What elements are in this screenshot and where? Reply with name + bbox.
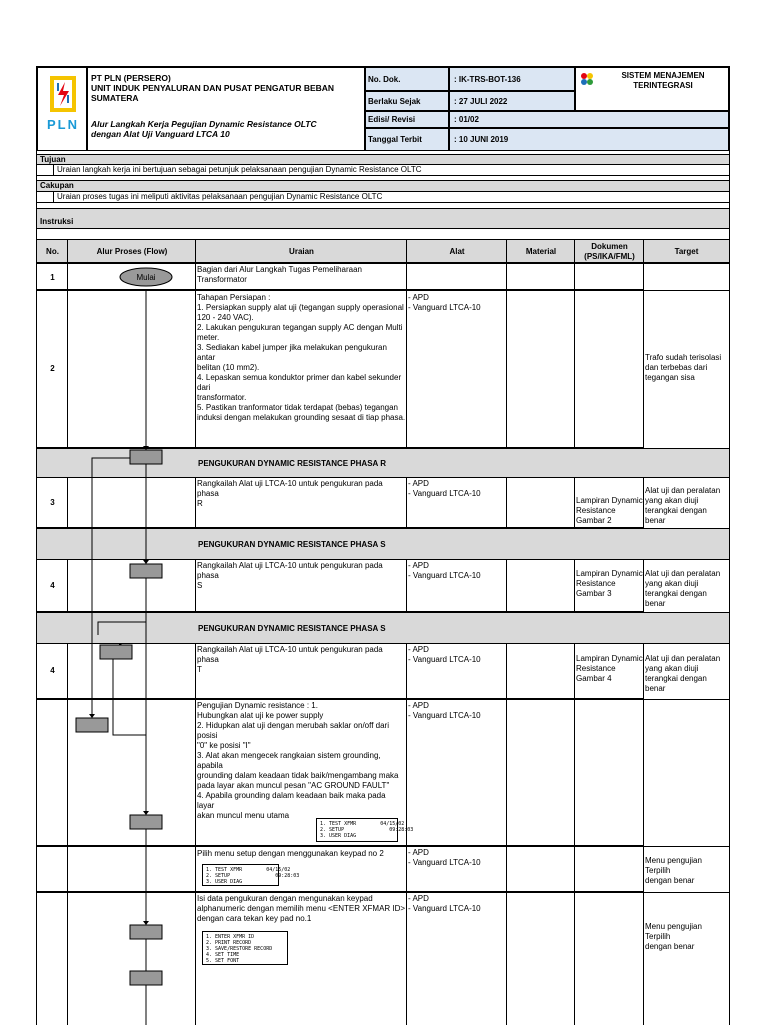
process-step bbox=[100, 645, 132, 659]
system-cell bbox=[575, 67, 729, 111]
meta-value-cell bbox=[449, 67, 575, 91]
col-dokumen: Dokumen (PS/IKA/FML) bbox=[584, 242, 635, 261]
cakupan-label: Cakupan bbox=[40, 181, 74, 190]
process-step bbox=[130, 450, 162, 464]
company-cell bbox=[87, 67, 365, 151]
start-label: Mulai bbox=[136, 273, 156, 282]
meta-value: : 10 JUNI 2019 bbox=[454, 135, 509, 144]
device-screen: 1. TEST XFMR 04/15/02 2. SETUP 09:28:03 3. USER DIAG bbox=[316, 818, 398, 842]
meta-label-cell bbox=[365, 128, 449, 151]
instruksi-label: Instruksi bbox=[40, 217, 74, 226]
table-row: Pengujian Dynamic resistance : 1. Hubungkan alat uji ke power supply 2. Hidupkan alat uji dengan merubah saklar on/off dari posisi "0" ke posisi "I" 3. Alat akan mengecek rangkaian sistem grounding, apabila grounding dalam keadaan tidak baik/mengambang maka pada layar akan muncul pesan "AC GROUND FAULT" 4. Apabila grounding dalam keadaan baik maka pada layar akan muncul menu utama - APD - Vanguard LTCA-10 1. TEST XFMR 04/15/02 2. SETUP 09:28:03 3. USER DIAG bbox=[37, 700, 729, 847]
process-step bbox=[130, 925, 162, 939]
col-uraian: Uraian bbox=[289, 247, 314, 256]
meta-value-cell bbox=[449, 128, 729, 151]
meta-label: Tanggal Terbit bbox=[368, 135, 422, 144]
process-step bbox=[130, 564, 162, 578]
process-step bbox=[130, 815, 162, 829]
section-title: PENGUKURAN DYNAMIC RESISTANCE PHASA S bbox=[198, 624, 386, 633]
table-row: 1 Bagian dari Alur Langkah Tugas Pemeliharaan Transformator bbox=[37, 264, 729, 291]
meta-value: : 01/02 bbox=[454, 115, 479, 124]
instruksi-label-row bbox=[37, 209, 729, 229]
meta-label: Berlaku Sejak bbox=[368, 97, 421, 106]
meta-label: Edisi/ Revisi bbox=[368, 115, 416, 124]
table-row: Pilih menu setup dengan menggunakan keypad no 2 - APD - Vanguard LTCA-10 Menu pengujian Terpilih dengan benar 1. TEST XFMR 04/15/02 2. SETUP 09:28:03 3. USER DIAG bbox=[37, 847, 729, 893]
system-title: SISTEM MENAJEMEN TERINTEGRASI bbox=[621, 71, 705, 90]
table-row: Isi data pengukuran dengan mengunakan keypad alphanumeric dengan memilih menu <ENTER XFMAR ID> dengan cara tekan key pad no.1 - APD - Vanguard LTCA-10 Menu pengujian Terpilih dengan benar 1. ENTER XFMR ID 2. PRINT RECORD 3. SAVE/RESTORE RECORD 4. SET TIME 5. SET FONT bbox=[37, 893, 729, 1025]
tujuan-label: Tujuan bbox=[40, 155, 66, 164]
cakupan-text: Uraian proses tugas ini meliputi aktivitas pelaksanaan pengujian Dynamic Resistance OLTC bbox=[57, 192, 383, 201]
meta-value-cell bbox=[449, 91, 575, 111]
process-step bbox=[76, 718, 108, 732]
logo-cell bbox=[37, 67, 87, 151]
col-flow: Alur Proses (Flow) bbox=[96, 247, 168, 256]
col-no: No. bbox=[46, 247, 59, 256]
meta-label: No. Dok. bbox=[368, 75, 401, 84]
cakupan-text-row bbox=[37, 192, 729, 203]
meta-value: : 27 JULI 2022 bbox=[454, 97, 508, 106]
meta-label-cell bbox=[365, 111, 449, 128]
company-line-2: UNIT INDUK PENYALURAN DAN PUSAT PENGATUR BEBAN bbox=[91, 83, 335, 93]
document bbox=[36, 66, 730, 1025]
meta-label-cell bbox=[365, 91, 449, 111]
tujuan-text: Uraian langkah kerja ini bertujuan sebagai petunjuk pelaksanaan pengujian Dynamic Resistance OLTC bbox=[57, 165, 422, 174]
spacer-row bbox=[37, 229, 729, 240]
company-line-1: PT PLN (PERSERO) bbox=[91, 73, 171, 83]
col-material: Material bbox=[525, 247, 557, 256]
tujuan-label-row bbox=[37, 154, 729, 165]
logo-text: PLN bbox=[47, 117, 79, 132]
table-row: 2 Tahapan Persiapan : 1. Persiapkan supply alat uji (tegangan supply operasional 120 - 240 VAC). 2. Lakukan pengukuran tegangan supply AC dengan Multi meter. 3. Sediakan kabel jumper jika melakukan pengukuran antar belitan (10 mm2). 4. Lepaskan semua konduktor primer dan kabel sekunder dari transformator. 5. Pastikan tranformator tidak terdapat (bebas) tegangan induksi dengan melakukan grounding sesaat di tiap phasa. - APD - Vanguard LTCA-10 Trafo sudah terisolasi dan terbebas dari tegangan sisa bbox=[37, 291, 729, 449]
device-screen: 1. ENTER XFMR ID 2. PRINT RECORD 3. SAVE/RESTORE RECORD 4. SET TIME 5. SET FONT bbox=[202, 931, 288, 965]
company-line-3: SUMATERA bbox=[91, 93, 139, 103]
cakupan-label-row bbox=[37, 181, 729, 192]
meta-label-cell bbox=[365, 67, 449, 91]
table-row: 4 Rangkailah Alat uji LTCA-10 untuk pengukuran pada phasa T - APD - Vanguard LTCA-10 Lampiran Dynamic Resistance Gambar 4 Alat uji dan peralatan yang akan diuji terangkai dengan benar bbox=[37, 644, 729, 700]
integrated-system-icon bbox=[578, 70, 596, 88]
col-target: Target bbox=[674, 247, 699, 256]
table-header bbox=[37, 240, 729, 264]
table-row: 3 Rangkailah Alat uji LTCA-10 untuk pengukuran pada phasa R - APD - Vanguard LTCA-10 Lampiran Dynamic Resistance Gambar 2 Alat uji dan peralatan yang akan diuji terangkai dengan benar bbox=[37, 478, 729, 529]
col-alat: Alat bbox=[449, 247, 465, 256]
meta-value-cell bbox=[449, 111, 729, 128]
doc-title: Alur Langkah Kerja Pegujian Dynamic Resistance OLTC dengan Alat Uji Vanguard LTCA 10 bbox=[91, 119, 317, 139]
process-step bbox=[130, 971, 162, 985]
tujuan-text-row bbox=[37, 165, 729, 176]
device-screen: 1. TEST XFMR 04/15/02 2. SETUP 09:28:03 3. USER DIAG bbox=[202, 864, 279, 886]
pln-logo-icon bbox=[38, 68, 88, 152]
section-title: PENGUKURAN DYNAMIC RESISTANCE PHASA R bbox=[198, 459, 387, 468]
meta-value: : IK-TRS-BOT-136 bbox=[454, 75, 521, 84]
section-title: PENGUKURAN DYNAMIC RESISTANCE PHASA S bbox=[198, 540, 386, 549]
table-row: 4 Rangkailah Alat uji LTCA-10 untuk pengukuran pada phasa S - APD - Vanguard LTCA-10 Lampiran Dynamic Resistance Gambar 3 Alat uji dan peralatan yang akan diuji terangkai dengan benar bbox=[37, 560, 729, 613]
flowchart bbox=[68, 264, 196, 1025]
